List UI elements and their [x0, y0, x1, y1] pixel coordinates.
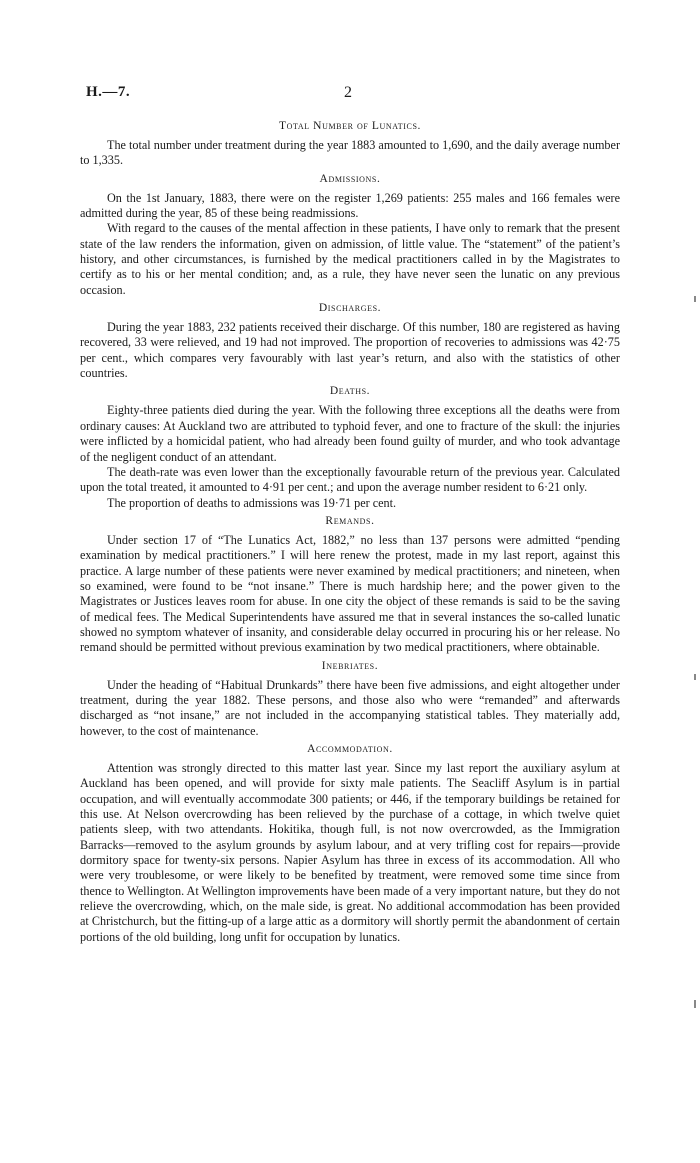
section-heading: Remands.: [325, 514, 375, 527]
page-edge-mark: [694, 296, 696, 302]
paragraph: During the year 1883, 232 patients received their discharge. Of this number, 180 are registered as having recovered, 33 were relieved, and 19 had not improved. The proportion of recoveries to admissions was 42·75 per cent., which compares very favourably with last year’s return, and also with the statistics of other countries.: [80, 320, 620, 381]
paragraph: On the 1st January, 1883, there were on the register 1,269 patients: 255 males and 166 females were admitted during the year, 85 of these being readmissions.: [80, 190, 620, 221]
paragraph: The total number under treatment during the year 1883 amounted to 1,690, and the daily average number to 1,335.: [80, 138, 620, 168]
section-heading: Inebriates.: [321, 659, 379, 672]
section-heading: Admissions.: [319, 172, 381, 185]
paragraph: Under section 17 of “The Lunatics Act, 1882,” no less than 137 persons were admitted “pending examination by medical practitioners.” I will here renew the protest, made in my last report, against this practice. A large number of these patients were never examined by medical practitioners; and nineteen, when so examined, were found to be “not insane.” There is much hardship here; and the power given to the Magistrates or Justices leaves room for abuse. In one city the object of these remands is said to be the saving of medical fees. The Medical Superintendents have assured me that in several instances the so-called lunatic showed no symptom whatever of insanity, and considerable delay occurred in procuring his or her release. No remand should be permitted without previous examination by two medical practitioners, where obtainable.: [80, 532, 620, 655]
paragraph: Attention was strongly directed to this matter last year. Since my last report the auxiliary asylum at Auckland has been opened, and will provide for sixty male patients. The Seacliff Asylum is in partial occupation, and will eventually accommodate 300 patients; or 446, if the temporary buildings be retained for this use. At Nelson overcrowding has been relieved by the purchase of a cottage, in which twelve quiet patients sleep, with two attendants. Hokitika, though full, is not now overcrowded, as the Immigration Barracks—removed to the asylum grounds by asylum labour, and at very trifling cost for repairs—provide dormitory space for twenty-six persons. Napier Asylum has three in excess of its accommodation. All who were very troublesome, or were likely to be benefited by treatment, were removed some time since from thence to Wellington. At Wellington improvements have been made of a very important nature, but they do not relieve the overcrowding, which, on the male side, is great. No additional accommodation has been provided at Christchurch, but the fitting-up of a large attic as a dormitory will shortly permit the abandonment of certain portions of the old building, long unfit for occupation by lunatics.: [80, 761, 620, 944]
paragraph: The proportion of deaths to admissions was 19·71 per cent.: [107, 495, 397, 510]
page-edge-mark: [694, 674, 696, 680]
document-body: [80, 116, 620, 945]
paragraph: The death-rate was even lower than the exceptionally favourable return of the previous year. Calculated upon the total treated, it amounted to 4·91 per cent.; and upon the average number resident to 6·21 only.: [80, 464, 620, 495]
page-edge-mark: [694, 1000, 696, 1008]
section-heading: Deaths.: [329, 385, 371, 398]
document-code: H.—7.: [86, 84, 131, 100]
paragraph: With regard to the causes of the mental affection in these patients, I have only to remark that the present state of the law renders the information, given on admission, of little value. The “statement” of the patient’s history, and other circumstances, is furnished by the medical practitioners called in by the Magistrates to certify as to his or her mental condition; and, as a rule, they have never seen the lunatic on any previous occasion.: [80, 221, 620, 297]
paragraph: Eighty-three patients died during the year. With the following three exceptions all the deaths were from ordinary causes: At Auckland two are attributed to typhoid fever, and one to fracture of the skull: the injuries were inflicted by a homicidal patient, who had already been found guilty of murder, and who took advantage of the negligent conduct of an attendant.: [80, 403, 620, 464]
page-number: 2: [344, 84, 352, 101]
paragraph: Under the heading of “Habitual Drunkards” there have been five admissions, and eight altogether under treatment, during the year 1882. These persons, and those also who were “remanded” and afterwards discharged as “not insane,” are not included in the accompanying statistical tables. They materially add, however, to the cost of maintenance.: [80, 677, 620, 738]
section-heading: Total Number of Lunatics.: [279, 120, 421, 132]
section-heading: Discharges.: [318, 302, 382, 315]
section-heading: Accommodation.: [307, 743, 393, 755]
